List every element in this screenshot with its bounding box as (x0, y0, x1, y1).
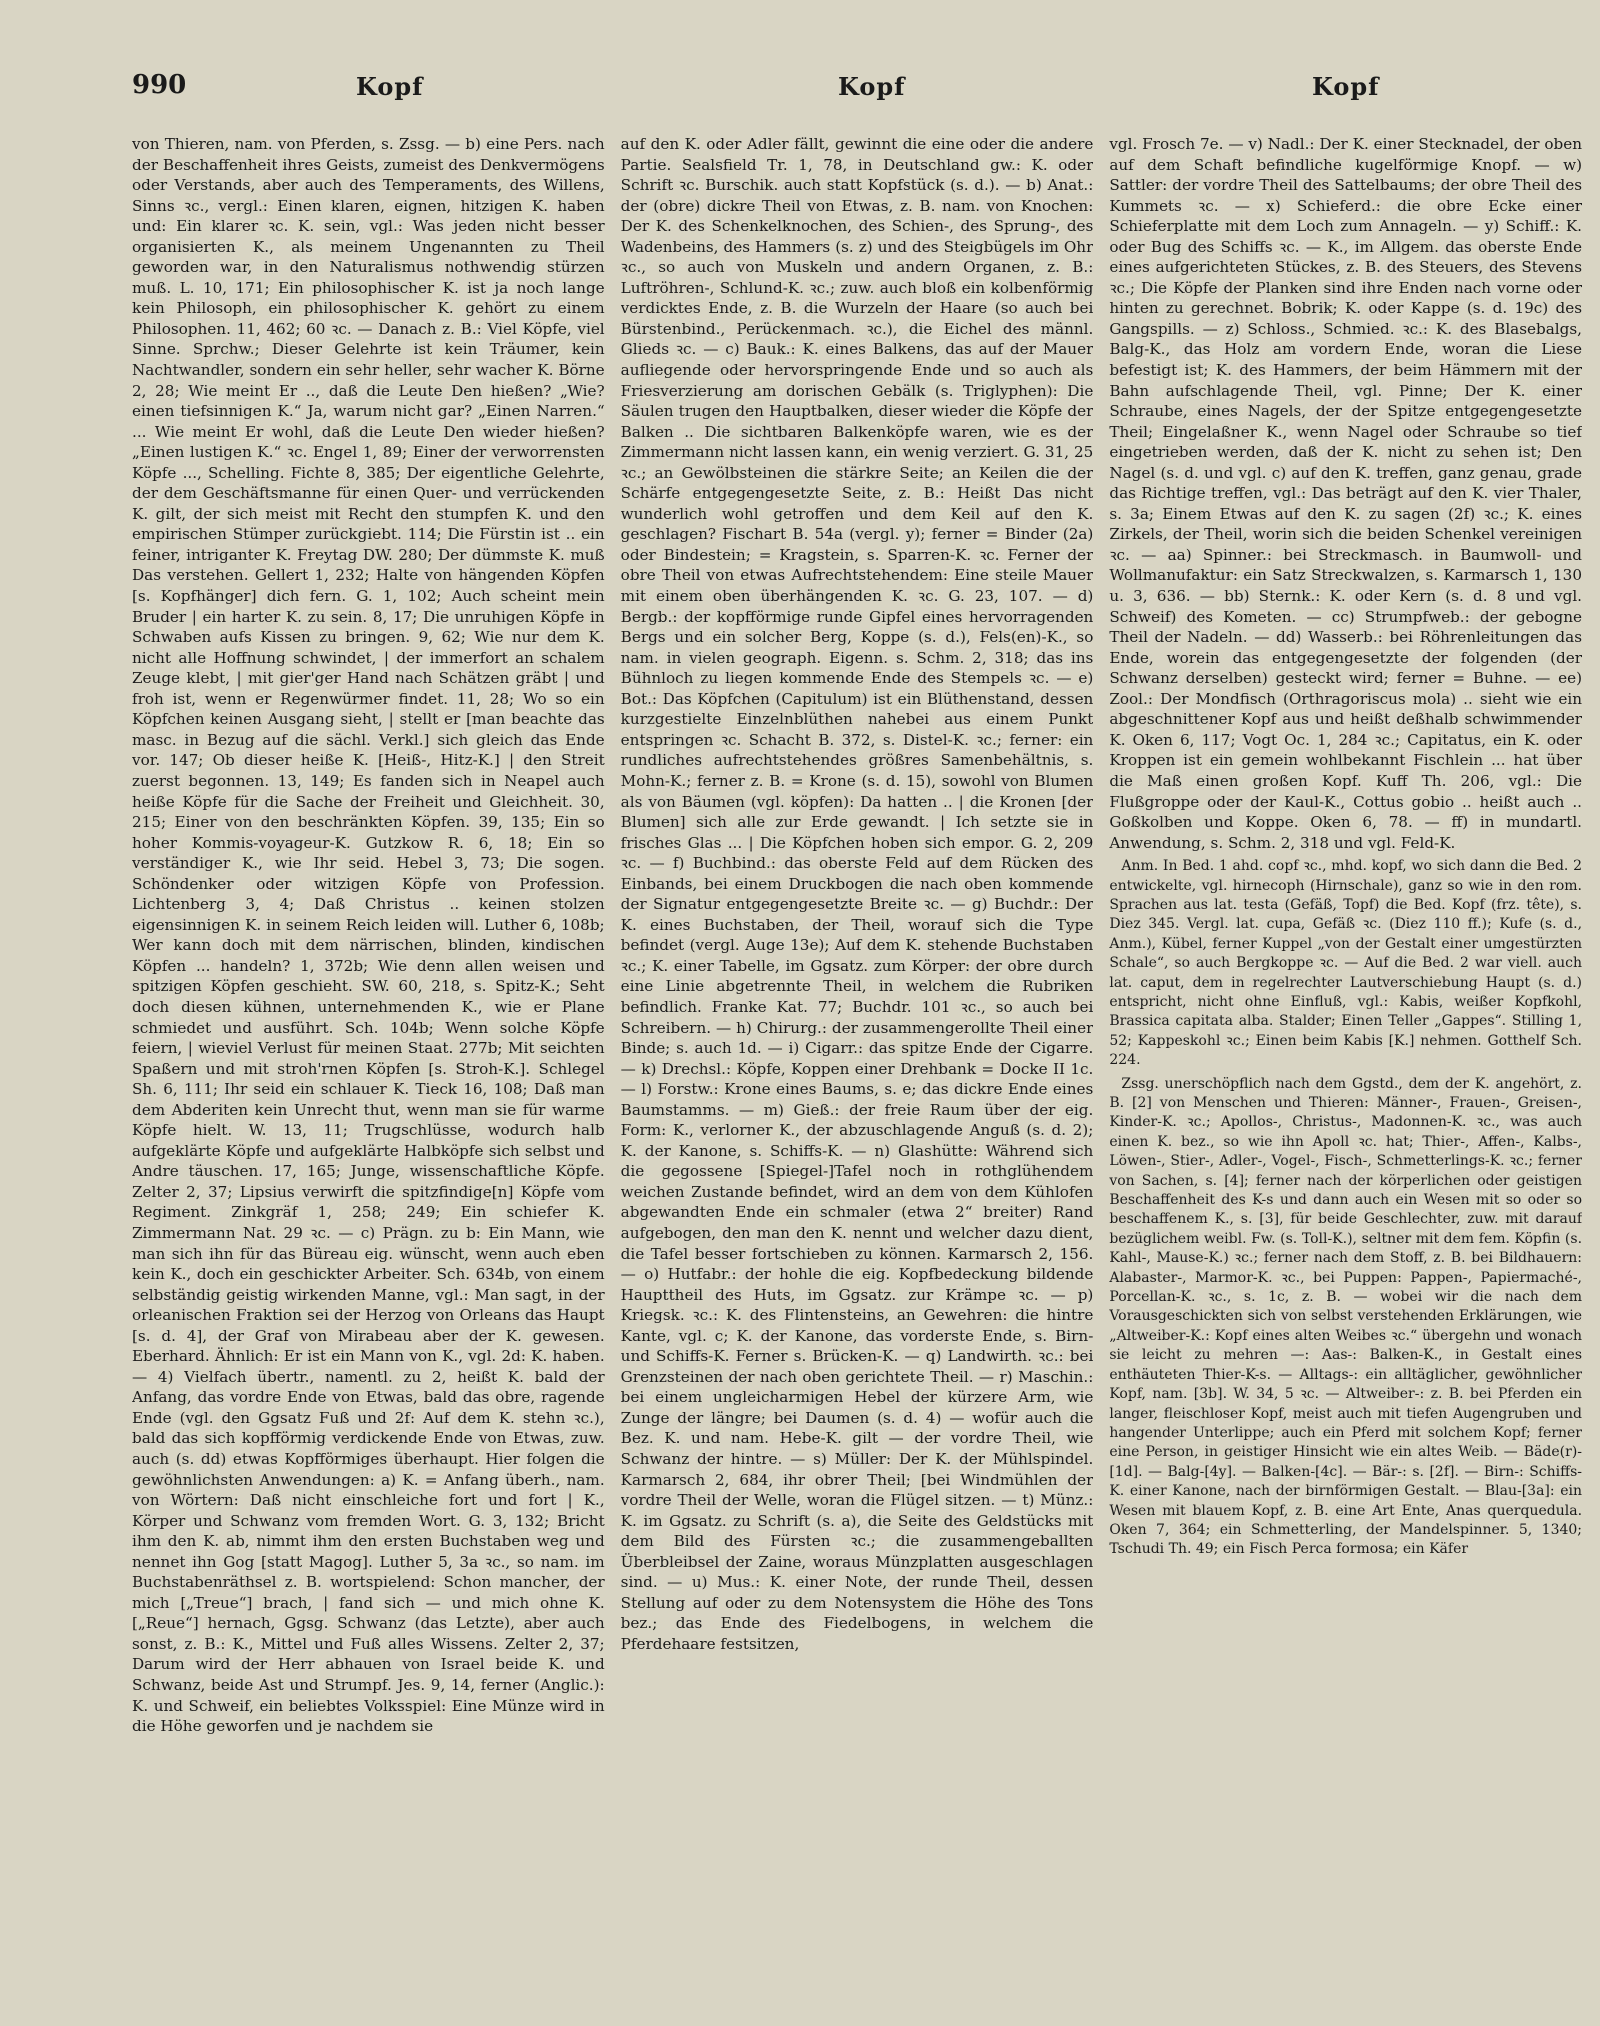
running-headword-center: Kopf (838, 72, 906, 101)
column-center-text: auf den K. oder Adler fällt, gewinnt die eine oder die andere Partie. Sealsfield Tr. 1, 78, in Deutschland gw.: K. oder Schrift ꝛc. Burschik. auch statt Kopfstück (s. d.). — b) Anat.: der (obre) dickre Theil von Etwas, z. B. nam. von Knochen: Der K. des Schenkelknochen, des Schien-, des Sprung-, des Wadenbeins, des Hammers (s. z) und des Steigbügels im Ohr ꝛc., so auch von Muskeln und andern Organen, z. B.: Luftröhren-, Schlund-K. ꝛc.; zuw. auch bloß ein kolbenförmig verdicktes Ende, z. B. die Wurzeln der Haare (so auch bei Bürstenbind., Perückenmach. ꝛc.), die Eichel des männl. Glieds ꝛc. — c) Bauk.: K. eines Balkens, das auf der Mauer aufliegende oder hervorspringende Ende und so auch als Friesverzierung am dorischen Gebälk (s. Triglyphen): Die Säulen trugen den Hauptbalken, dieser wieder die Köpfe der Balken .. Die sichtbaren Balkenköpfe waren, wie es der Zimmermann nicht lassen kann, ein wenig verziert. G. 31, 25 ꝛc.; an Gewölbsteinen die stärkre Seite; an Keilen die der Schärfe entgegengesetzte Seite, z. B.: Heißt Das nicht wunderlich wohl getroffen und dem Keil auf den K. geschlagen? Fischart B. 54a (vergl. y); ferner = Binder (2a) oder Bindestein; = Kragstein, s. Sparren-K. ꝛc. Ferner der obre Theil von etwas Aufrechtstehendem: Eine steile Mauer mit einem oben überhängenden K. ꝛc. G. 23, 107. — d) Bergb.: der kopfförmige runde Gipfel eines hervorragenden Bergs und ein solcher Berg, Koppe (s. d.), Fels(en)-K., so nam. in vielen geograph. Eigenn. s. Schm. 2, 318; das ins Bühnloch zu liegen kommende Ende des Stempels ꝛc. — e) Bot.: Das Köpfchen (Capitulum) ist ein Blüthenstand, dessen kurzgestielte Einzelnblüthen nahebei aus einem Punkt entspringen ꝛc. Schacht B. 372, s. Distel-K. ꝛc.; ferner: ein rundliches aufrechtstehendes größres Samenbehältnis, s. Mohn-K.; ferner z. B. = Krone (s. d. 15), sowohl von Blumen als von Bäumen (vgl. köpfen): Da hatten .. | die Kronen [der Blumen] sich alle zur Erde gewandt. | Ich setzte sie in frisches Glas ... | Die Köpfchen hoben sich empor. G. 2, 209 ꝛc. — f) Buchbind.: das oberste Feld auf dem Rücken des Einbands, bei einem Druckbogen die nach oben kommende der Signatur entgegengesetzte Breite ꝛc. — g) Buchdr.: Der K. eines Buchstaben, der Theil, worauf sich die Type befindet (vergl. Auge 13e); Auf dem K. stehende Buchstaben ꝛc.; K. einer Tabelle, im Ggsatz. zum Körper: der obre durch eine Linie abgetrennte Theil, in welchem die Rubriken befindlich. Franke Kat. 77; Buchdr. 101 ꝛc., so auch bei Schreibern. — h) Chirurg.: der zusammengerollte Theil einer Binde; s. auch 1d. — i) Cigarr.: das spitze Ende der Cigarre. — k) Drechsl.: Köpfe, Koppen einer Drehbank = Docke II 1c. — l) Forstw.: Krone eines Baums, s. e; das dickre Ende eines Baumstamms. — m) Gieß.: der freie Raum über der eig. Form: K., verlorner K., der abzuschlagende Anguß (s. d. 2); K. der Kanone, s. Schiffs-K. — n) Glashütte: Während sich die gegossene [Spiegel-]Tafel noch in rothglühendem weichen Zustande befindet, wird an dem von dem Kühlofen abgewandten Ende ein schmaler (etwa 2“ breiter) Rand aufgebogen, den man den K. nennt und welcher dazu dient, die Tafel besser fortschieben zu können. Karmarsch 2, 156. — o) Hutfabr.: der hohle die eig. Kopfbedeckung bildende Haupttheil des Huts, im Ggsatz. zur Krämpe ꝛc. — p) Kriegsk. ꝛc.: K. des Flintensteins, an Gewehren: die hintre Kante, vgl. c; K. der Kanone, das vorderste Ende, s. Birn- und Schiffs-K. Ferner s. Brücken-K. — q) Landwirth. ꝛc.: bei Grenzsteinen der nach oben gerichtete Theil. — r) Maschin.: bei einem ungleicharmigen Hebel der kürzere Arm, wie Zunge der längre; bei Daumen (s. d. 4) — wofür auch die Bez. K. und nam. Hebe-K. gilt — der vordre Theil, wie Schwanz der hintre. — s) Müller: Der K. der Mühlspindel. Karmarsch 2, 684, ihr obrer Theil; [bei Windmühlen der vordre Theil der Welle, woran die Flügel sitzen. — t) Münz.: K. im Ggsatz. zu Schrift (s. a), die Seite des Geldstücks mit dem Bild des Fürsten ꝛc.; die zusammengeballten Überbleibsel der Zaine, woraus Münzplatten ausgeschlagen sind. — u) Mus.: K. einer Note, der runde Theil, dessen Stellung auf oder zu dem Notensystem die Höhe des Tons bez.; das Ende des Fiedelbogens, in welchem die Pferdehaare festsitzen, (620, 135, 1094, 1653)
column-left-text: von Thieren, nam. von Pferden, s. Zssg. — b) eine Pers. nach der Beschaffenheit ihres Geists, zumeist des Denkvermögens oder Verstands, aber auch des Temperaments, des Willens, Sinns ꝛc., vergl.: Einen klaren, eignen, hitzigen K. haben und: Ein klarer ꝛc. K. sein, vgl.: Was jeden nicht besser organisierten K., als meinem Ungenannten zu Theil geworden war, in den Naturalismus nothwendig stürzen muß. L. 10, 171; Ein philosophischer K. ist ja noch lange kein Philosoph, ein philosophischer K. gehört zu einem Philosophen. 11, 462; 60 ꝛc. — Danach z. B.: Viel Köpfe, viel Sinne. Sprchw.; Dieser Gelehrte ist kein Träumer, kein Nachtwandler, sondern ein sehr heller, sehr wacher K. Börne 2, 28; Wie meint Er .., daß die Leute Den hießen? „Wie? einen tiefsinnigen K.“ Ja, warum nicht gar? „Einen Narren.“ ... Wie meint Er wohl, daß die Leute Den wieder hießen? „Einen lustigen K.“ ꝛc. Engel 1, 89; Einer der verworrensten Köpfe ..., Schelling. Fichte 8, 385; Der eigentliche Gelehrte, der dem Geschäftsmanne für einen Quer- und verrückenden K. gilt, der sich meist mit Recht den stumpfen K. und den empirischen Stümper zurückgiebt. 114; Die Fürstin ist .. ein feiner, intriganter K. Freytag DW. 280; Der dümmste K. muß Das verstehen. Gellert 1, 232; Halte von hängenden Köpfen [s. Kopfhänger] dich fern. G. 1, 102; Auch scheint mein Bruder | ein harter K. zu sein. 8, 17; Die unruhigen Köpfe in Schwaben aufs Kissen zu bringen. 9, 62; Wie nur dem K. nicht alle Hoffnung schwindet, | der immerfort an schalem Zeuge klebt, | mit gier'ger Hand nach Schätzen gräbt | und froh ist, wenn er Regenwürmer findet. 11, 28; Wo so ein Köpfchen keinen Ausgang sieht, | stellt er [man beachte das masc. in Bezug auf die sächl. Verkl.] sich gleich das Ende vor. 147; Ob dieser heiße K. [Heiß-, Hitz-K.] | den Streit zuerst begonnen. 13, 149; Es fanden sich in Neapel auch heiße Köpfe für die Sache der Freiheit und Gleichheit. 30, 215; Einer von den beschränkten Köpfen. 39, 135; Ein so hoher Kommis-voyageur-K. Gutzkow R. 6, 18; Ein so verständiger K., wie Ihr seid. Hebel 3, 73; Die sogen. Schöndenker oder witzigen Köpfe von Profession. Lichtenberg 3, 4; Daß Christus .. keinen stolzen eigensinnigen K. in seinem Reich leiden will. Luther 6, 108b; Wer kann doch mit dem närrischen, blinden, kindischen Köpfen ... handeln? 1, 372b; Wie denn allen weisen und spitzigen Köpfen geschieht. SW. 60, 218, s. Spitz-K.; Seht doch diesen kühnen, unternehmenden K., wie er Plane schmiedet und ausführt. Sch. 104b; Wenn solche Köpfe feiern, | wieviel Verlust für meinen Staat. 277b; Mit seichten Spaßern und mit stroh'rnen Köpfen [s. Stroh-K.]. Schlegel Sh. 6, 111; Ihr seid ein schlauer K. Tieck 16, 108; Daß man dem Abderiten kein Unrecht thut, wenn man sie für warme Köpfe hielt. W. 13, 11; Trugschlüsse, wodurch halb aufgeklärte Köpfe und aufgeklärte Halbköpfe sich selbst und Andre täuschen. 17, 165; Junge, wissenschaftliche Köpfe. Zelter 2, 37; Lipsius verwirft die spitzfindige[n] Köpfe vom Regiment. Zinkgräf 1, 258; 249; Ein schiefer K. Zimmermann Nat. 29 ꝛc. — c) Prägn. zu b: Ein Mann, wie man sich ihn für das Büreau eig. wünscht, wenn auch eben kein K., doch ein geschickter Arbeiter. Sch. 634b, von einem selbständig geistig wirkenden Manne, vgl.: Man sagt, in der orleanischen Fraktion sei der Herzog von Orleans das Haupt [s. d. 4], der Graf von Mirabeau aber der K. gewesen. Eberhard. Ähnlich: Er ist ein Mann von K., vgl. 2d: K. haben. — 4) Vielfach übertr., namentl. zu 2, heißt K. bald der Anfang, das vordre Ende von Etwas, bald das obre, ragende Ende (vgl. den Ggsatz Fuß und 2f: Auf dem K. stehn ꝛc.), bald das sich kopfförmig verdickende Ende von Etwas, zuw. auch (s. dd) etwas Kopfförmiges überhaupt. Hier folgen die gewöhnlichsten Anwendungen: a) K. = Anfang überh., nam. von Wörtern: Daß nicht einschleiche fort und fort | K., Körper und Schwanz vom fremden Wort. G. 3, 132; Bricht ihm den K. ab, nimmt ihm den ersten Buchstaben weg und nennet ihn Gog [statt Magog]. Luther 5, 3a ꝛc., so nam. im Buchstabenräthsel z. B. wortspielend: Schon mancher, der mich [„Treue“] brach, | fand sich — und mich ohne K. [„Reue“] hernach, Ggsg. Schwanz (das Letzte), aber auch sonst, z. B.: K., Mittel und Fuß alles Wissens. Zelter 2, 37; Darum wird der Herr abhauen von Israel beide K. und Schwanz, beide Ast und Strumpf. Jes. 9, 14, ferner (Anglic.): K. und Schweif, ein beliebtes Volksspiel: Eine Münze wird in die Höhe geworfen und je nachdem sie (132, 135, 605, 1736)
column-right (1109, 134, 1582, 2018)
column-left (132, 134, 605, 2018)
running-headword-right: Kopf (1312, 72, 1380, 101)
compounds-section: Zssg. unerschöpflich nach dem Ggstd., dem der K. angehört, z. B. [2] von Menschen und Thieren: Männer-, Frauen-, Greisen-, Kinder-K. ꝛc.; Apollos-, Christus-, Madonnen-K. ꝛc., was auch einen K. bez., so wie ihn Apoll ꝛc. hat; Thier-, Affen-, Kalbs-, Löwen-, Stier-, Adler-, Vogel-, Fisch-, Schmetterlings-K. ꝛc.; ferner von Sachen, s. [4]; ferner nach der körperlichen oder geistigen Beschaffenheit des K-s und dann auch ein Wesen mit so oder so beschaffenem K., s. [3], für beide Geschlechter, zuw. mit darauf bezüglichem weibl. Fw. (s. Toll-K.), seltner mit dem fem. Köpfin (s. Kahl-, Mause-K.) ꝛc.; ferner nach dem Stoff, z. B. bei Bildhauern: Alabaster-, Marmor-K. ꝛc., bei Puppen: Pappen-, Papiermaché-, Porcellan-K. ꝛc., s. 1c, z. B. — wobei wir die nach dem Vorausgeschickten sich von selbst verstehenden Erklärungen, wie „Altweiber-K.: Kopf eines alten Weibes ꝛc.“ übergehn und wonach sie leicht zu mehren —: Aas-: Balken-K., in Gestalt eines enthäuteten Thier-K-s. — Alltags-: ein alltäglicher, gewöhnlicher Kopf, nam. [3b]. W. 34, 5 ꝛc. — Altweiber-: z. B. bei Pferden ein langer, fleischloser Kopf, meist auch mit tiefen Augengruben und hangender Unterlippe; auch ein Pferd mit solchem Kopf; ferner eine Person, in geistiger Hinsicht wie ein altes Weib. — Bäde(r)-[1d]. — Balg-[4y]. — Balken-[4c]. — Bär-: s. [2f]. — Birn-: Schiffs-K. einer Kanone, nach der birnförmigen Gestalt. — Blau-[3a]: ein Wesen mit blauem Kopf, z. B. eine Art Ente, Anas querquedula. Oken 7, 364; ein Schmetterling, der Mandelspinner. 5, 1340; Tschudi Th. 49; ein Fisch Perca formosa; ein Käfer (1109, 1075, 1583, 1558)
page-header (132, 70, 1582, 104)
etymology-note: Anm. In Bed. 1 ahd. copf ꝛc., mhd. kopf, wo sich dann die Bed. 2 entwickelte, vgl. hirnecoph (Hirnschale), ganz so wie in den rom. Sprachen aus lat. testa (Gefäß, Topf) die Bed. Kopf (frz. tête), s. Diez 345. Vergl. lat. cupa, Gefäß ꝛc. (Diez 110 ff.); Kufe (s. d., Anm.), Kübel, ferner Kuppel „von der Gestalt einer umgestürzten Schale“, so auch Bergkoppe ꝛc. — Auf die Bed. 2 war viell. auch lat. caput, dem in regelrechter Lautverschiebung Haupt (s. d.) entspricht, nicht ohne Einfluß, vgl.: Kabis, weißer Kopfkohl, Brassica capitata alba. Stalder; Einen Teller „Gappes“. Stilling 1, 52; Kappeskohl ꝛc.; Einen beim Kabis [K.] nehmen. Gotthelf Sch. 224. (1109, 858, 1583, 1069)
text-columns (132, 134, 1582, 2018)
column-right-text: vgl. Frosch 7e. — v) Nadl.: Der K. einer Stecknadel, der oben auf dem Schaft befindliche kugelförmige Knopf. — w) Sattler: der vordre Theil des Sattelbaums; der obre Theil des Kummets ꝛc. — x) Schieferd.: die obre Ecke einer Schieferplatte mit dem Loch zum Annageln. — y) Schiff.: K. oder Bug des Schiffs ꝛc. — K., im Allgem. das oberste Ende eines aufgerichteten Stückes, z. B. des Steuers, des Stevens ꝛc.; Die Köpfe der Planken sind ihre Enden nach vorne oder hinten zu gerechnet. Bobrik; K. oder Kappe (s. d. 19c) des Gangspills. — z) Schloss., Schmied. ꝛc.: K. des Blasebalgs, Balg-K., das Holz am vordern Ende, woran die Liese befestigt ist; K. des Hammers, der beim Hämmern mit der Bahn aufschlagende Theil, vgl. Pinne; Der K. einer Schraube, eines Nagels, der der Spitze entgegengesetzte Theil; Eingelaßner K., wenn Nagel oder Schraube so tief eingetrieben werden, daß der K. nicht zu sehen ist; Den Nagel (s. d. und vgl. c) auf den K. treffen, ganz genau, grade das Richtige treffen, vgl.: Das beträgt auf den K. vier Thaler, s. 3a; Einem Etwas auf den K. zu sagen (2f) ꝛc.; K. eines Zirkels, der Theil, worin sich die beiden Schenkel vereinigen ꝛc. — aa) Spinner.: bei Streckmasch. in Baumwoll- und Wollmanufaktur: ein Satz Streckwalzen, s. Karmarsch 1, 130 u. 3, 636. — bb) Sternk.: K. oder Kern (s. d. 8 und vgl. Schweif) des Kometen. — cc) Strumpfweb.: der gebogne Theil der Nadeln. — dd) Wasserb.: bei Röhrenleitungen das Ende, worein das entgegengesetzte der folgenden (der Schwanz derselben) gesteckt wird; ferner = Buhne. — ee) Zool.: Der Mondfisch (Orthragoriscus mola) .. sieht wie ein abgeschnittener Kopf aus und heißt deßhalb schwimmender K. Oken 6, 117; Vogt Oc. 1, 284 ꝛc.; Capitatus, ein K. oder Kroppen ist ein gemein wohlbekannt Fischlein ... hat über die Maß einen großen Kopf. Kuff Th. 206, vgl.: Die Flußgroppe oder der Kaul-K., Cottus gobio .. heißt auch .. Goßkolben und Koppe. Oken 6, 78. — ff) in mundartl. Anwendung, s. Schm. 2, 318 und vgl. Feld-K. (1109, 135, 1583, 852)
page-number: 990 (132, 70, 187, 100)
column-center (621, 134, 1094, 2018)
running-headword-left: Kopf (356, 72, 424, 101)
